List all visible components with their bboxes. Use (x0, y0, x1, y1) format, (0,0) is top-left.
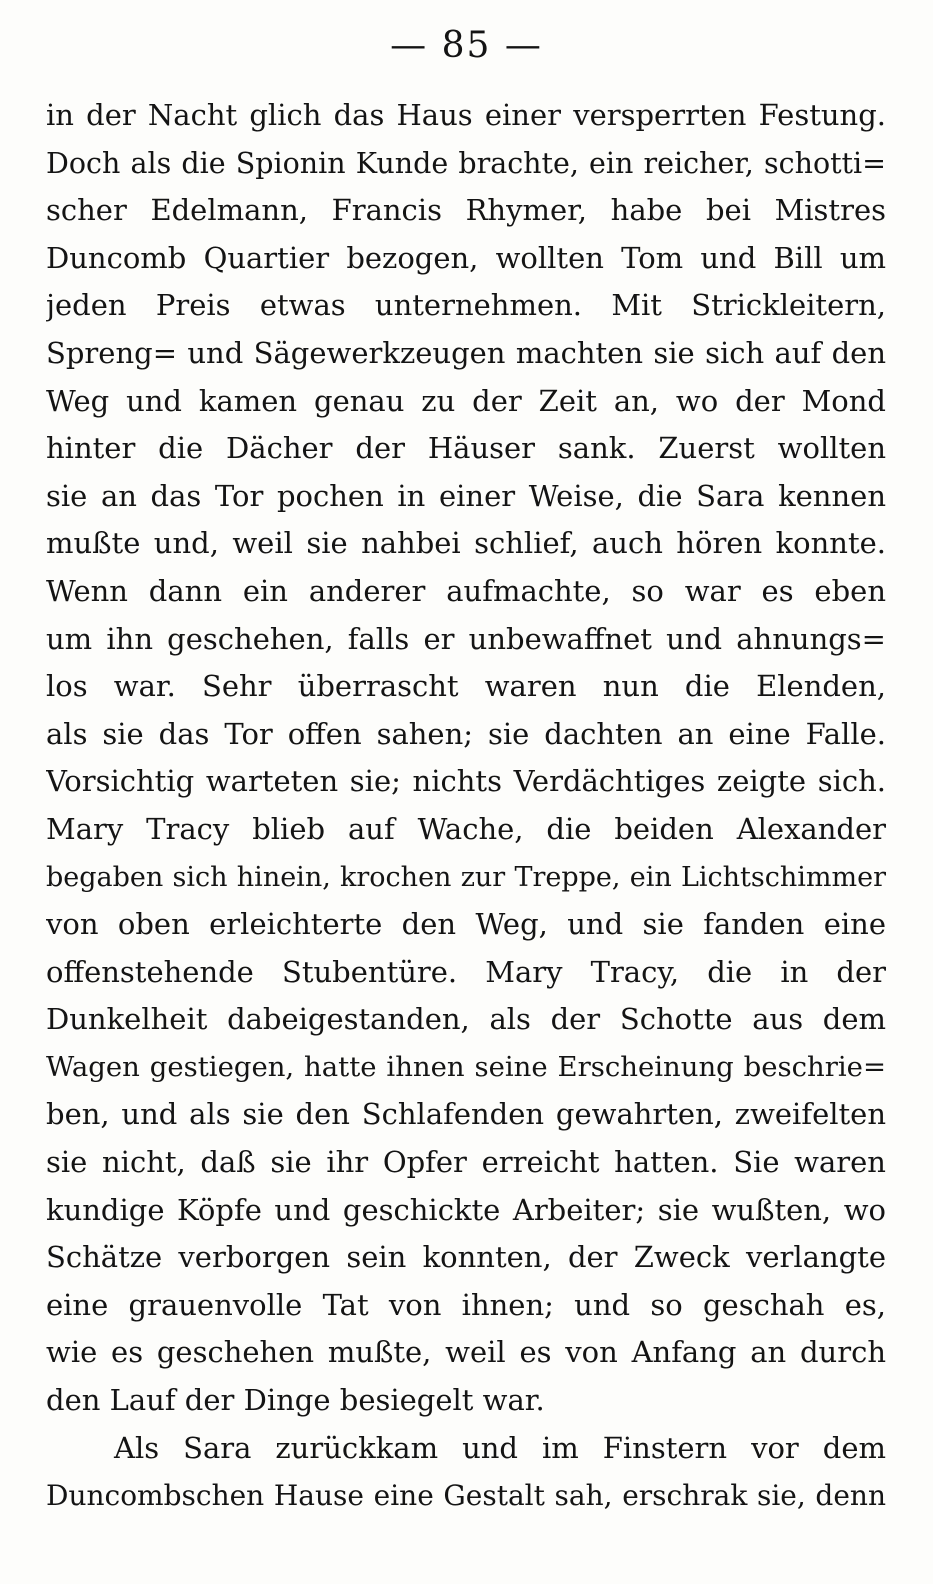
text-line: sie nicht, daß sie ihr Opfer erreicht hatten. Sie waren (46, 1145, 886, 1180)
text-line: Mary Tracy blieb auf Wache, die beiden Alexander (46, 811, 886, 846)
text-line: Spreng= und Sägewerkzeugen machten sie sich auf den (46, 335, 886, 370)
text-line: mußte und, weil sie nahbei schlief, auch hören konnte. (46, 526, 886, 561)
text-line: scher Edelmann, Francis Rhymer, habe bei Mistres (46, 193, 886, 228)
text-line: hinter die Dächer der Häuser sank. Zuerst wollten (46, 431, 886, 466)
text-line: Als Sara zurückkam und im Finstern vor dem (114, 1430, 886, 1465)
paragraph-2 (46, 1425, 886, 1520)
text-line: sie an das Tor pochen in einer Weise, die Sara kennen (46, 478, 886, 513)
paragraph-1 (46, 92, 886, 1425)
text-line: Duncomb Quartier bezogen, wollten Tom und Bill um (46, 240, 886, 275)
text-line: begaben sich hinein, krochen zur Treppe, ein Lichtschimmer (46, 861, 886, 893)
text-line: Wenn dann ein anderer aufmachte, so war es eben (46, 573, 886, 608)
text-line: los war. Sehr überrascht waren nun die Elenden, (46, 669, 886, 704)
text-line: als sie das Tor offen sahen; sie dachten an eine Falle. (46, 716, 886, 751)
text-line: Weg und kamen genau zu der Zeit an, wo der Mond (46, 383, 886, 418)
page-number: — 85 — (390, 25, 543, 66)
text-line: offenstehende Stubentüre. Mary Tracy, die in der (46, 954, 886, 989)
text-line: von oben erleichterte den Weg, und sie fanden eine (46, 907, 886, 942)
text-line: Vorsichtig warteten sie; nichts Verdächtiges zeigte sich. (46, 764, 886, 799)
text-line: den Lauf der Dinge besiegelt war. (46, 1383, 545, 1418)
text-line: eine grauenvolle Tat von ihnen; und so geschah es, (46, 1287, 886, 1322)
body-text (46, 92, 886, 1520)
text-line: Dunkelheit dabeigestanden, als der Schotte aus dem (46, 1002, 886, 1037)
text-line: wie es geschehen mußte, weil es von Anfang an durch (46, 1335, 886, 1370)
text-line: kundige Köpfe und geschickte Arbeiter; sie wußten, wo (46, 1192, 886, 1227)
text-line: Duncombschen Hause eine Gestalt sah, erschrak sie, denn (46, 1479, 886, 1513)
text-line: Schätze verborgen sein konnten, der Zweck verlangte (46, 1240, 886, 1275)
text-line: Wagen gestiegen, hatte ihnen seine Erscheinung beschrie= (46, 1050, 886, 1083)
text-line: jeden Preis etwas unternehmen. Mit Strickleitern, (46, 288, 886, 323)
text-line: ben, und als sie den Schlafenden gewahrten, zweifelten (46, 1097, 886, 1132)
text-line: Doch als die Spionin Kunde brachte, ein reicher, schotti= (46, 146, 886, 180)
text-line: in der Nacht glich das Haus einer versperrten Festung. (46, 98, 886, 132)
text-line: um ihn geschehen, falls er unbewaffnet und ahnungs= (46, 621, 886, 656)
